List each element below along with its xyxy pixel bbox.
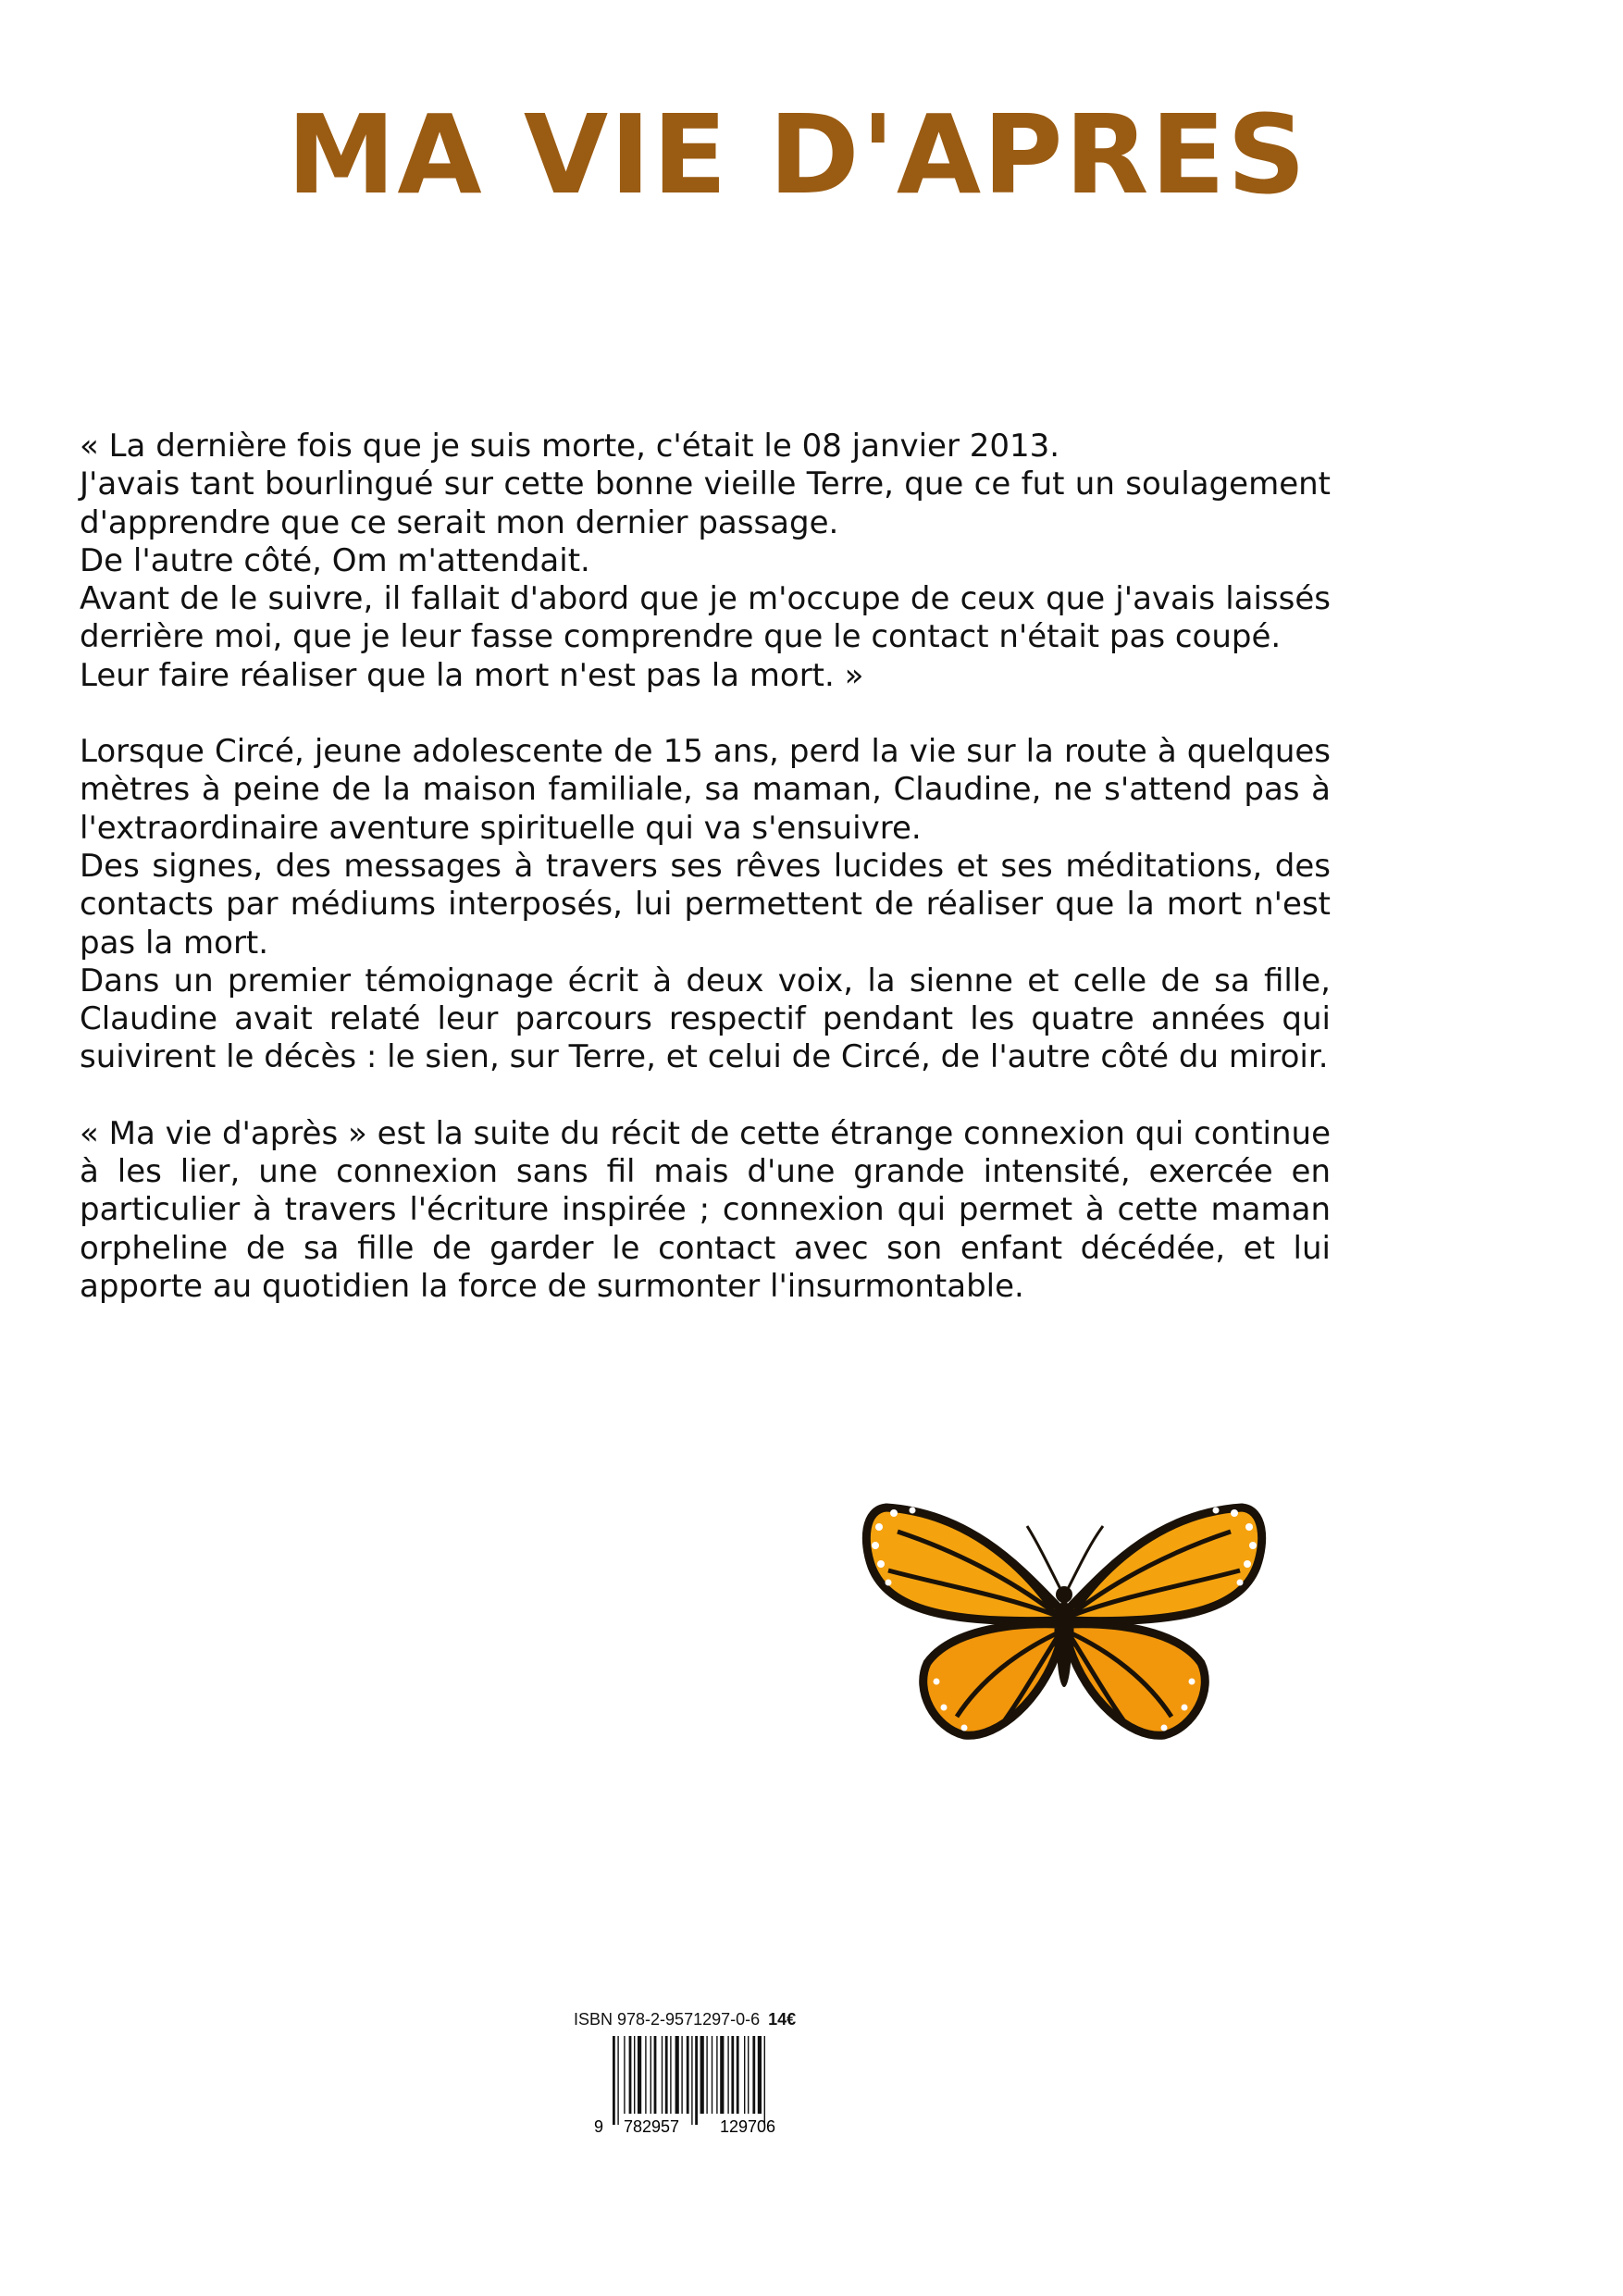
barcode-bar [681,2036,682,2114]
text-line: « Ma vie d'après » est la suite du récit de cette étrange connexion qui continue à les lier, une connexion sans fil mais d'une grande intensité, exercée en particulier à travers l'écriture inspirée ; connexion qui permet à cette maman orpheline de sa fille de garder le contact avec son enfant décédée, et lui apporte au quotidien la force de surmonter l'insurmontable. [80,1114,1331,1305]
back-cover-text [80,428,1331,1344]
text-line: Dans un premier témoignage écrit à deux voix, la sienne et celle de sa fille, Claudine avait relaté leur parcours respectif pendant les quatre années qui suivirent le décès : le sien, sur Terre, et celui de Circé, de l'autre côté du miroir. [80,962,1331,1076]
barcode-bar [752,2036,755,2114]
barcode-bar [764,2036,765,2125]
isbn-text: ISBN 978-2-9571297-0-6 [574,2010,761,2029]
text-line: Des signes, des messages à travers ses rêves lucides et ses méditations, des contacts par médiums interposés, lui permettent de réaliser que la mort n'est pas la mort. [80,847,1331,962]
barcode [592,2036,805,2136]
barcode-bar [624,2036,625,2114]
text-line: De l'autre côté, Om m'attendait. [80,541,590,579]
barcode-bar [687,2036,689,2114]
barcode-bar [691,2036,692,2125]
barcode-bar [662,2036,663,2114]
barcode-bar [670,2036,671,2114]
text-line: « La dernière fois que je suis morte, c'était le 08 janvier 2013. [80,428,1060,465]
barcode-bar [645,2036,646,2114]
barcode-bar [758,2036,762,2114]
barcode-left-digits: 782957 [624,2117,680,2136]
barcode-bar [720,2036,724,2114]
barcode-first-digit: 9 [594,2117,604,2136]
paragraph-summary [80,733,1331,1077]
paragraph-quote [80,428,1331,695]
barcode-bar [744,2036,745,2114]
barcode-bar [629,2036,632,2114]
barcode-bar [748,2036,749,2114]
barcode-bar [716,2036,717,2114]
barcode-bar [700,2036,704,2114]
barcode-bar [617,2036,618,2125]
barcode-bar [727,2036,728,2114]
monarch-butterfly-icon [861,1485,1268,1754]
barcode-bar [613,2036,615,2125]
barcode-bar [654,2036,657,2114]
book-title: MA VIE D'APRES [287,91,1308,218]
text-line: Leur faire réaliser que la mort n'est pas la mort. » [80,656,864,694]
isbn-price-line [574,2010,796,2029]
barcode-bar [737,2036,739,2114]
paragraph-sequel [80,1115,1331,1306]
barcode-bar [695,2036,698,2125]
text-line: J'avais tant bourlingué sur cette bonne vieille Terre, que ce fut un soulagement d'apprendre que ce serait mon dernier passage. [80,465,1331,541]
text-line: Lorsque Circé, jeune adolescente de 15 ans, perd la vie sur la route à quelques mètres à peine de la maison familiale, sa maman, Claudine, ne s'attend pas à l'extraordinaire aventure spirituelle qui va s'ensuivre. [80,733,1331,847]
barcode-bar [675,2036,679,2114]
barcode-bar [706,2036,707,2114]
barcode-bar [638,2036,641,2114]
text-line: Avant de le suivre, il fallait d'abord que je m'occupe de ceux que j'avais laissés derrière moi, que je leur fasse comprendre que le contact n'était pas coupé. [80,580,1331,656]
price: 14€ [768,2010,797,2029]
barcode-right-digits: 129706 [720,2117,776,2136]
barcode-bar [634,2036,635,2114]
barcode-bar [650,2036,651,2114]
barcode-bar [731,2036,734,2114]
barcode-bar [665,2036,668,2114]
